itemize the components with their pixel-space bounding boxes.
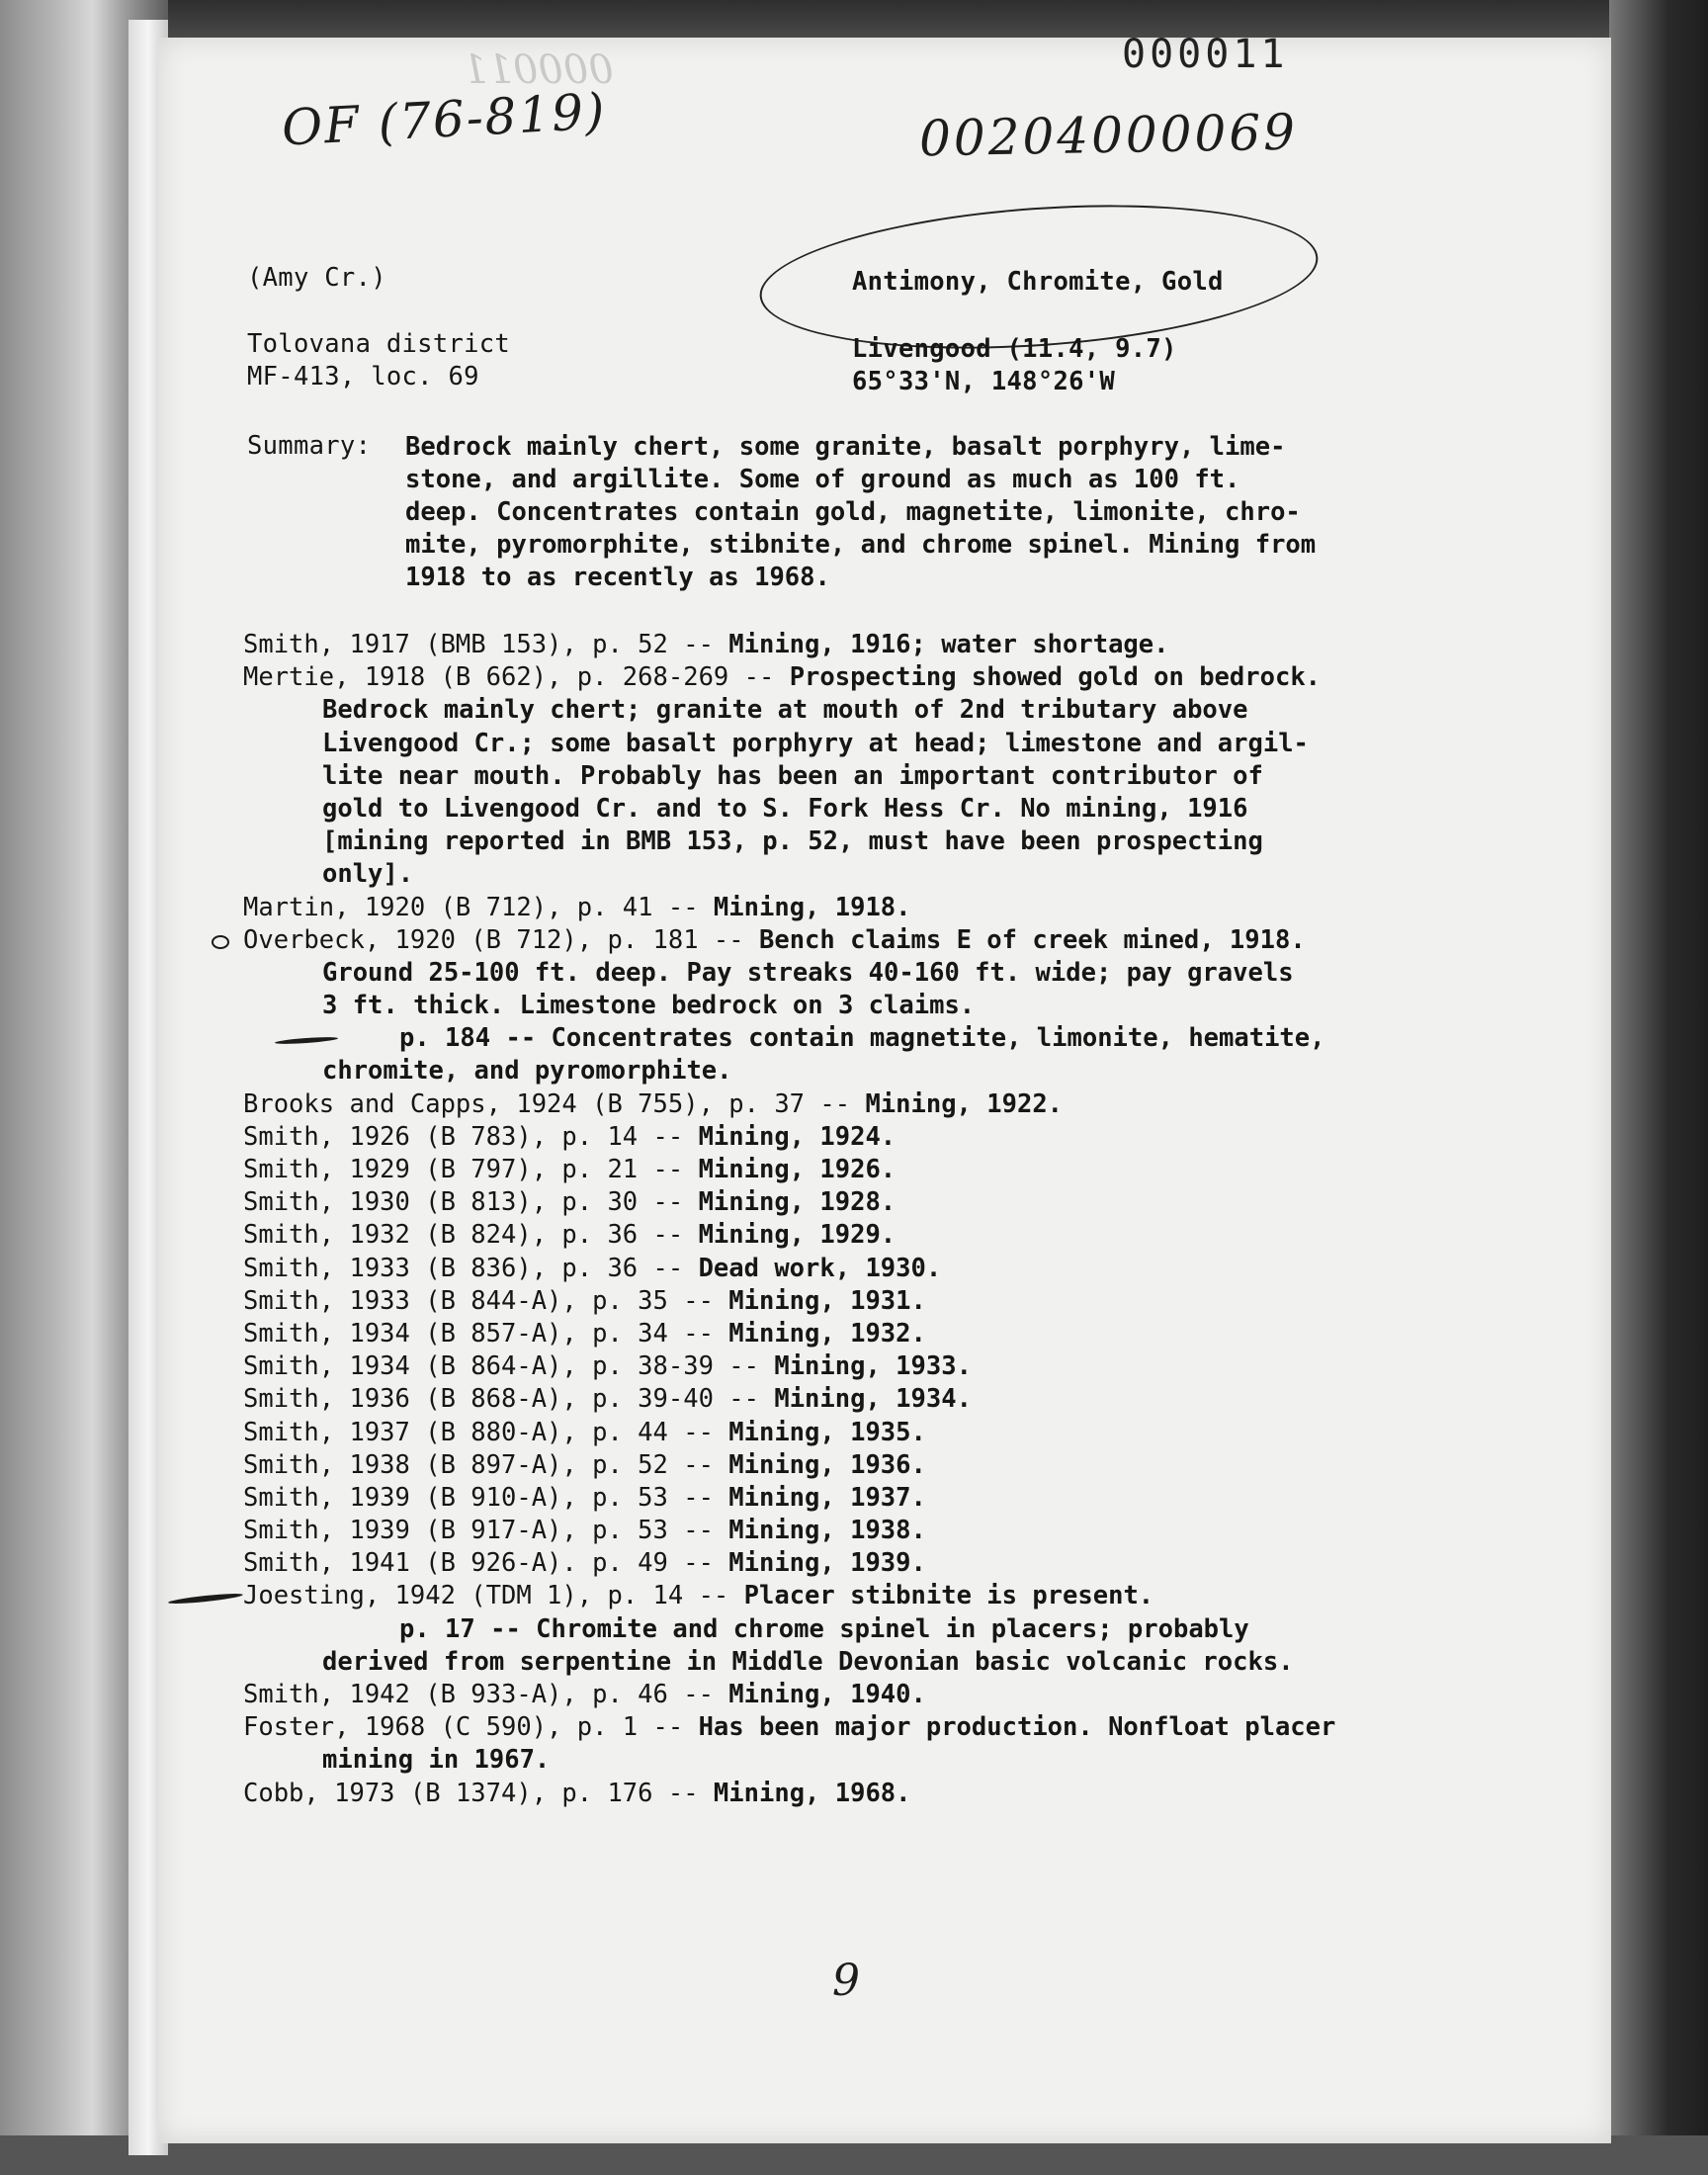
reference-line: [243, 990, 1335, 1022]
reference-line: [243, 1088, 1335, 1121]
reference-note: Mining, 1922.: [850, 1088, 1064, 1119]
reference-note: Mining, 1938.: [713, 1516, 926, 1546]
page-number: 9: [832, 1956, 860, 2006]
reference-line: [243, 1711, 1335, 1744]
summary-line: mite, pyromorphite, stibnite, and chrome spinel. Mining from: [405, 530, 1317, 560]
scan-border-right: [1609, 0, 1708, 2175]
reference-note: only].: [322, 859, 414, 890]
reference-citation: Smith, 1937 (B 880-A), p. 44 --: [243, 1417, 714, 1447]
summary-line: deep. Concentrates contain gold, magnetite, limonite, chro-: [405, 497, 1301, 527]
reference-citation: Smith, 1930 (B 813), p. 30 --: [243, 1187, 684, 1218]
reference-line: [243, 1055, 1335, 1088]
reference-note: Mining, 1928.: [683, 1187, 897, 1218]
reference-line: [243, 1515, 1335, 1547]
reference-citation: Smith, 1934 (B 864-A), p. 38-39 --: [243, 1351, 759, 1382]
reference-note: Mining, 1968.: [698, 1778, 911, 1808]
reference-citation: Cobb, 1973 (B 1374), p. 176 --: [243, 1778, 699, 1808]
reference-line: [243, 694, 1335, 727]
reference-citation: Smith, 1929 (B 797), p. 21 --: [243, 1155, 684, 1184]
summary-text: [405, 431, 1316, 594]
summary-label: Summary:: [247, 431, 372, 461]
reference-line: [243, 793, 1335, 826]
reference-note: Dead work, 1930.: [683, 1253, 942, 1283]
reference-line: [243, 1482, 1335, 1515]
reference-note: derived from serpentine in Middle Devonian basic volcanic rocks.: [322, 1646, 1294, 1677]
reference-citation: Overbeck, 1920 (B 712), p. 181 --: [243, 924, 744, 955]
reference-note: Bedrock mainly chert; granite at mouth of 2nd tributary above: [322, 695, 1248, 726]
reference-line: [243, 1285, 1335, 1318]
reference-citation: Smith, 1926 (B 783), p. 14 --: [243, 1121, 684, 1152]
reference-line: [243, 858, 1335, 891]
reference-note: Mining, 1935.: [713, 1417, 926, 1447]
reference-citation: Mertie, 1918 (B 662), p. 268-269 --: [243, 662, 775, 693]
reference-line: [243, 1646, 1335, 1679]
reference-note: Prospecting showed gold on bedrock.: [774, 662, 1322, 693]
creek-name: (Amy Cr.): [247, 263, 386, 293]
reference-note: chromite, and pyromorphite.: [322, 1056, 732, 1087]
reference-note: Mining, 1916; water shortage.: [713, 630, 1169, 659]
reference-note: Mining, 1924.: [683, 1121, 897, 1152]
reference-line: [243, 1154, 1335, 1186]
reference-line: [243, 629, 1335, 661]
reference-note: Mining, 1929.: [683, 1220, 897, 1251]
reference-note: [mining reported in BMB 153, p. 52, must have been prospecting: [322, 826, 1263, 857]
reference-line: [243, 1186, 1335, 1219]
reference-line: [243, 1778, 1335, 1810]
reference-citation: Foster, 1968 (C 590), p. 1 --: [243, 1712, 684, 1743]
summary-line: 1918 to as recently as 1968.: [405, 563, 830, 592]
reference-line: [243, 1350, 1335, 1383]
reference-note: Mining, 1936.: [713, 1449, 926, 1480]
reference-note: gold to Livengood Cr. and to S. Fork Hess Cr. No mining, 1916: [322, 793, 1248, 824]
district: Tolovana district: [247, 329, 511, 359]
reference-citation: Smith, 1934 (B 857-A), p. 34 --: [243, 1318, 714, 1348]
reference-list: [243, 629, 1335, 1810]
reference-citation: Smith, 1932 (B 824), p. 36 --: [243, 1220, 684, 1251]
reference-citation: Joesting, 1942 (TDM 1), p. 14 --: [243, 1581, 729, 1611]
commodities: Antimony, Chromite, Gold: [852, 267, 1224, 297]
reference-line: [243, 1547, 1335, 1580]
reference-line: [243, 1318, 1335, 1350]
reference-note: Mining, 1933.: [758, 1351, 972, 1382]
reference-line: [243, 1417, 1335, 1449]
reference-line: [243, 661, 1335, 694]
summary-line: Bedrock mainly chert, some granite, basalt porphyry, lime-: [405, 432, 1286, 462]
reference-note: Mining, 1932.: [713, 1318, 926, 1348]
reference-note: Ground 25-100 ft. deep. Pay streaks 40-160 ft. wide; pay gravels: [322, 957, 1294, 988]
reference-citation: Smith, 1939 (B 910-A), p. 53 --: [243, 1482, 714, 1513]
pen-mark-circle: [212, 935, 229, 949]
reference-citation: Smith, 1941 (B 926-A). p. 49 --: [243, 1548, 714, 1579]
stamp-number: 000011: [1122, 32, 1289, 77]
map-location: MF-413, loc. 69: [247, 362, 479, 392]
reference-line: [243, 1022, 1335, 1055]
reference-note: Has been major production. Nonfloat placer: [683, 1712, 1336, 1743]
bleed-through-number: 000011: [463, 47, 614, 93]
reference-line: [243, 924, 1335, 957]
reference-note: 3 ft. thick. Limestone bedrock on 3 claims.: [322, 991, 976, 1021]
scan-border-top: [0, 0, 1708, 40]
reference-citation: Martin, 1920 (B 712), p. 41 --: [243, 892, 699, 922]
reference-citation: Smith, 1942 (B 933-A), p. 46 --: [243, 1680, 714, 1709]
reference-note: Mining, 1918.: [698, 892, 911, 922]
reference-citation: Smith, 1936 (B 868-A), p. 39-40 --: [243, 1384, 759, 1415]
coordinates: 65°33'N, 148°26'W: [852, 367, 1116, 396]
reference-line: [243, 760, 1335, 793]
reference-note: Mining, 1931.: [713, 1285, 926, 1316]
reference-note: Livengood Cr.; some basalt porphyry at head; limestone and argil-: [322, 728, 1309, 758]
reference-line: [243, 1679, 1335, 1711]
reference-line: [243, 1121, 1335, 1154]
reference-note: p. 184 -- Concentrates contain magnetite, limonite, hematite,: [399, 1023, 1325, 1054]
reference-line: [243, 1253, 1335, 1285]
reference-note: lite near mouth. Probably has been an important contributor of: [322, 760, 1263, 791]
reference-line: [243, 957, 1335, 990]
reference-citation: Smith, 1917 (BMB 153), p. 52 --: [243, 630, 714, 659]
reference-line: [243, 1744, 1335, 1777]
record-code-annotation: 00204000069: [918, 103, 1299, 168]
reference-note: Mining, 1926.: [683, 1155, 897, 1184]
reference-citation: Smith, 1933 (B 836), p. 36 --: [243, 1253, 684, 1283]
reference-note: Placer stibnite is present.: [728, 1581, 1154, 1611]
summary-line: stone, and argillite. Some of ground as much as 100 ft.: [405, 465, 1240, 494]
open-file-annotation: OF (76-819): [280, 82, 608, 157]
reference-note: Mining, 1940.: [713, 1680, 926, 1709]
reference-note: p. 17 -- Chromite and chrome spinel in placers; probably: [399, 1613, 1249, 1644]
reference-note: Bench claims E of creek mined, 1918.: [743, 924, 1306, 955]
reference-line: [243, 1449, 1335, 1482]
reference-line: [243, 1613, 1335, 1646]
reference-note: Mining, 1939.: [713, 1548, 926, 1579]
reference-line: [243, 1580, 1335, 1612]
reference-note: mining in 1967.: [322, 1745, 551, 1776]
reference-line: [243, 826, 1335, 858]
reference-line: [243, 728, 1335, 760]
reference-citation: Smith, 1938 (B 897-A), p. 52 --: [243, 1449, 714, 1480]
reference-citation: Smith, 1933 (B 844-A), p. 35 --: [243, 1285, 714, 1316]
reference-line: [243, 1219, 1335, 1252]
reference-line: [243, 892, 1335, 924]
quadrangle: Livengood (11.4, 9.7): [852, 334, 1177, 364]
reference-note: Mining, 1937.: [713, 1482, 926, 1513]
reference-note: Mining, 1934.: [758, 1384, 972, 1415]
reference-citation: Brooks and Capps, 1924 (B 755), p. 37 --: [243, 1088, 851, 1119]
reference-citation: Smith, 1939 (B 917-A), p. 53 --: [243, 1516, 714, 1546]
reference-line: [243, 1383, 1335, 1416]
